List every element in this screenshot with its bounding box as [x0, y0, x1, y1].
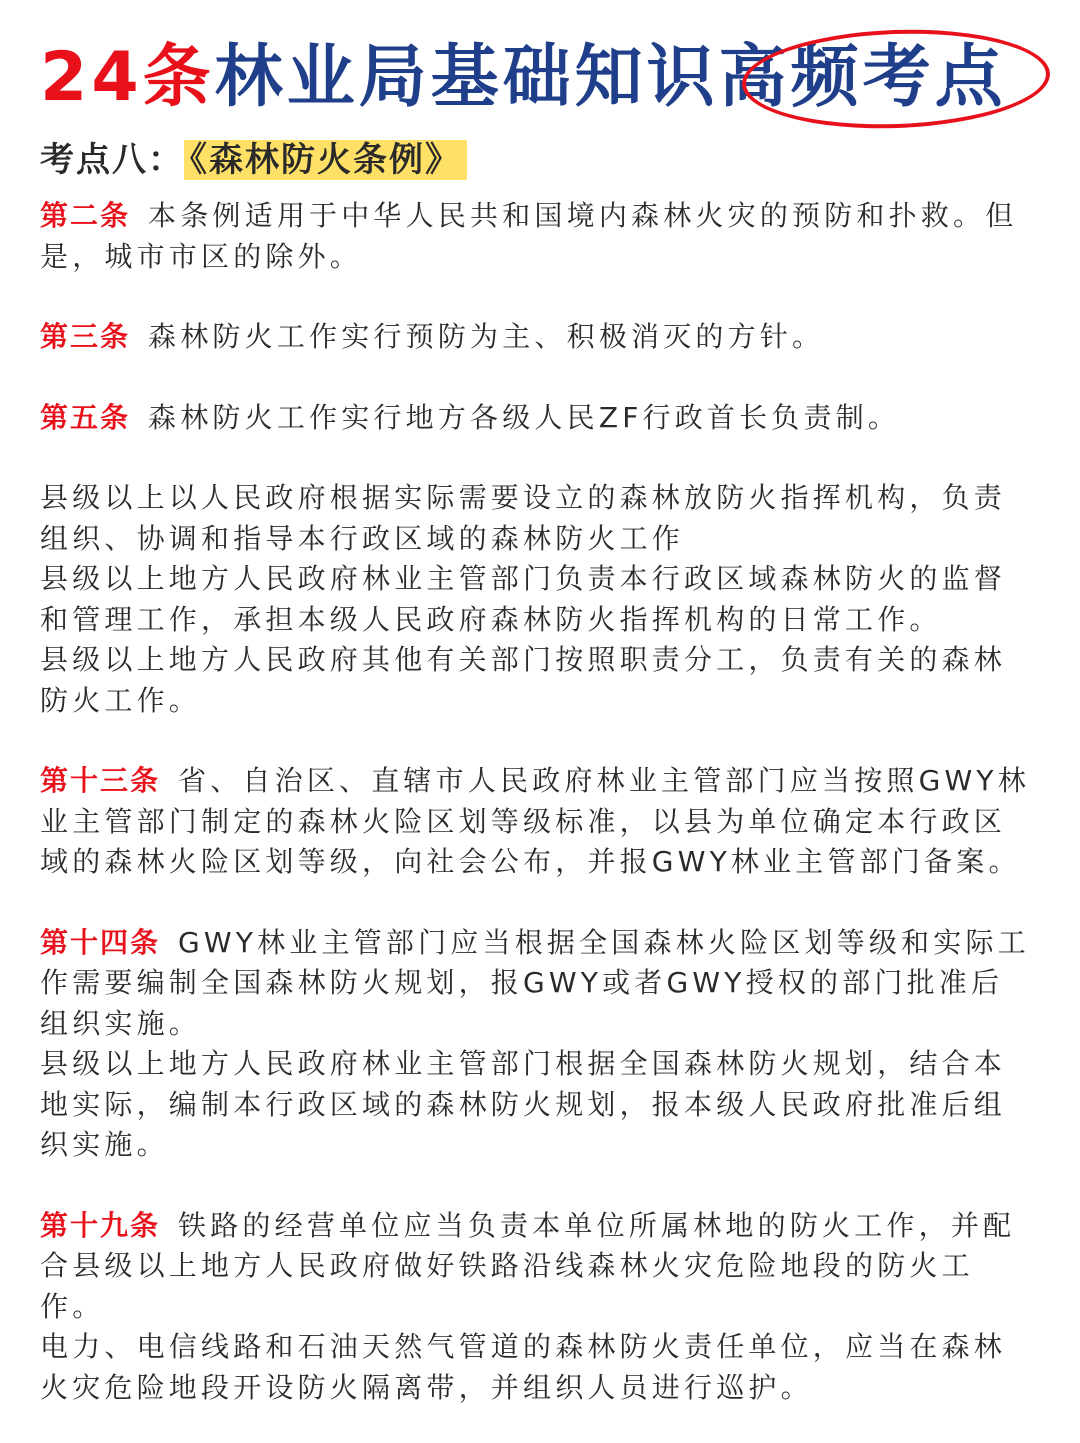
article-text: 县级以上地方人民政府林业主管部门负责本行政区域森林防火的监督和管理工作，承担本级人民政府森林防火指挥机构的日常工作。 [40, 562, 1007, 636]
article-gap [40, 277, 1030, 317]
page-title [40, 30, 1007, 126]
article-label: 第三条 [40, 320, 131, 353]
article-list [40, 196, 1030, 1408]
article-gap [40, 883, 1030, 923]
article-gap [40, 1166, 1030, 1206]
article-gap [40, 438, 1030, 478]
article-text: 省、自治区、直辖市人民政府林业主管部门应当按照GWY林业主管部门制定的森林火险区划等级标准，以县为单位确定本行政区域的森林火险区划等级，向社会公布，并报GWY林业主管部门备案。 [40, 764, 1030, 878]
subtitle-highlight: 《森林防火条例》 [184, 140, 467, 180]
article-text: 本条例适用于中华人民共和国境内森林火灾的预防和扑救。但是，城市市区的除外。 [40, 199, 1018, 273]
article-paragraph [40, 761, 1030, 883]
article-paragraph [40, 923, 1030, 1045]
article-text: GWY林业主管部门应当根据全国森林火险区划等级和实际工作需要编制全国森林防火规划，报GWY或者GWY授权的部门批准后组织实施。 [40, 925, 1030, 1040]
article-paragraph [40, 317, 1030, 358]
article-block [40, 923, 1030, 1166]
article-paragraph [40, 1044, 1030, 1166]
article-paragraph [40, 640, 1030, 721]
article-label: 第二条 [40, 199, 131, 232]
article-gap [40, 358, 1030, 398]
title-blue-part: 林业局基础知识 [214, 38, 719, 117]
article-label: 第十三条 [40, 764, 161, 797]
article-text: 县级以上地方人民政府林业主管部门根据全国森林防火规划，结合本地实际，编制本行政区域的森林防火规划，报本级人民政府批准后组织实施。 [40, 1047, 1007, 1161]
article-text: 森林防火工作实行地方各级人民ZF行政首长负责制。 [148, 400, 901, 434]
title-circled-part: 高频考点 [718, 38, 1007, 117]
article-block [40, 761, 1030, 883]
article-gap [40, 721, 1030, 761]
article-paragraph [40, 478, 1030, 559]
article-block [40, 317, 1030, 358]
subtitle-prefix: 考点八： [40, 140, 184, 180]
article-block [40, 196, 1030, 277]
article-label: 第十四条 [40, 925, 161, 959]
article-text: 县级以上以人民政府根据实际需要设立的森林放防火指挥机构，负责组织、协调和指导本行政区域的森林防火工作 [40, 481, 1007, 555]
article-label: 第十九条 [40, 1208, 161, 1242]
article-paragraph [40, 196, 1030, 277]
article-paragraph [40, 559, 1030, 640]
article-text: 电力、电信线路和石油天然气管道的森林防火责任单位，应当在森林火灾危险地段开设防火隔离带，并组织人员进行巡护。 [40, 1330, 1007, 1404]
article-block [40, 478, 1030, 721]
article-text: 铁路的经营单位应当负责本单位所属林地的防火工作，并配合县级以上地方人民政府做好铁路沿线森林火灾危险地段的防火工作。 [40, 1208, 1016, 1323]
article-text: 森林防火工作实行预防为主、积极消灭的方针。 [148, 320, 825, 353]
article-block [40, 1206, 1030, 1409]
title-red-part: 24条 [40, 38, 215, 117]
article-block [40, 398, 1030, 439]
article-paragraph [40, 1327, 1030, 1408]
article-text: 县级以上地方人民政府其他有关部门按照职责分工，负责有关的森林防火工作。 [40, 643, 1007, 717]
section-subtitle [40, 138, 467, 182]
article-paragraph [40, 398, 1030, 439]
article-paragraph [40, 1206, 1030, 1328]
article-label: 第五条 [40, 400, 131, 434]
